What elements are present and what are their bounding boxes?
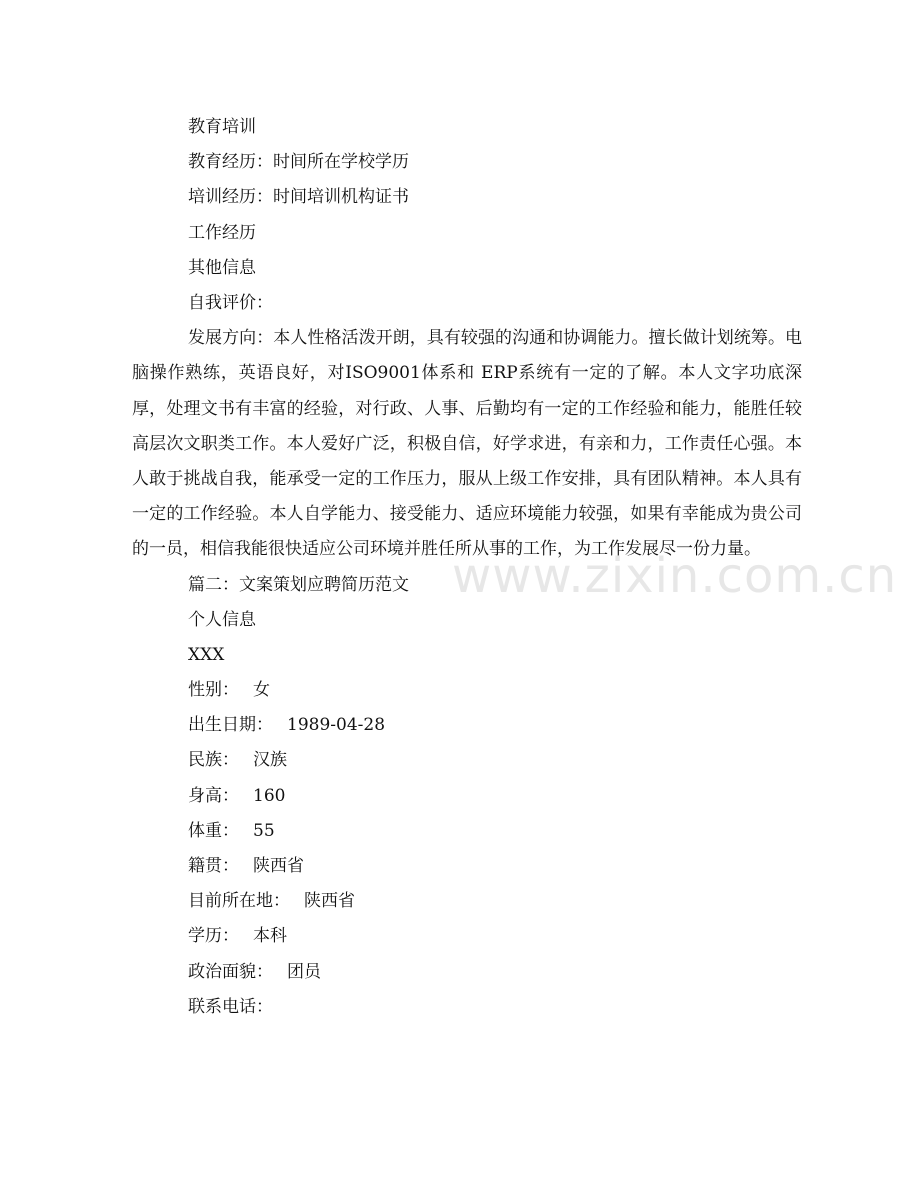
personal-info-row-birthdate (132, 708, 802, 743)
field-value: 女 (253, 680, 270, 701)
personal-info-row-hometown (132, 849, 802, 884)
personal-info-row-gender (132, 673, 802, 708)
work-experience-heading: 工作经历 (188, 222, 256, 243)
education-experience-line: 教育经历：时间所在学校学历 (188, 152, 409, 173)
field-label: 联系电话： (188, 996, 273, 1017)
personal-info-row-phone (132, 990, 802, 1025)
field-label: 民族： (188, 750, 239, 771)
field-label: 出生日期： (188, 715, 273, 736)
personal-info-row-ethnicity (132, 743, 802, 778)
field-value: 160 (253, 785, 286, 806)
other-info-heading: 其他信息 (188, 257, 256, 278)
chapter-two-title: 篇二：文案策划应聘简历范文 (188, 574, 409, 595)
field-label: 性别： (188, 680, 239, 701)
personal-info-row-current-location (132, 884, 802, 919)
self-evaluation-label: 自我评价： (188, 292, 273, 313)
field-value: 55 (253, 820, 275, 841)
education-training-heading: 教育培训 (188, 117, 256, 137)
personal-info-row-height (132, 779, 802, 814)
field-value: 汉族 (253, 750, 287, 771)
field-label: 籍贯： (188, 856, 239, 877)
field-label: 身高： (188, 785, 239, 806)
personal-info-row-education (132, 919, 802, 954)
watermark: www.zixin.com.cn (452, 548, 898, 604)
document-body (132, 110, 802, 1025)
personal-info-row-political-status (132, 955, 802, 990)
field-value: 本科 (253, 926, 287, 947)
field-value: 陕西省 (304, 891, 355, 912)
field-label: 目前所在地： (188, 891, 290, 912)
applicant-name: XXX (188, 644, 225, 665)
development-paragraph: 发展方向：本人性格活泼开朗，具有较强的沟通和协调能力。擅长做计划统筹。电脑操作熟练，英语良好，对ISO9001体系和 ERP系统有一定的了解。本人文字功底深厚，处理文书有丰富的经验，对行政、人事、后勤均有一定的工作经验和能力，能胜任较高层次文职类工作。本人爱好广泛，积极自信，好学求进，有亲和力，工作责任心强。本人敢于挑战自我，能承受一定的工作压力，服从上级工作安排，具有团队精神。本人具有一定的工作经验。本人自学能力、接受能力、适应环境能力较强，如果有幸能成为贵公司的一员，相信我能很快适应公司环境并胜任所从事的工作，为工作发展尽一份力量。 (132, 328, 802, 560)
personal-info-row-weight (132, 814, 802, 849)
field-label: 体重： (188, 820, 239, 841)
field-label: 学历： (188, 926, 239, 947)
training-experience-line: 培训经历：时间培训机构证书 (188, 187, 409, 208)
field-label: 政治面貌： (188, 961, 273, 982)
field-value: 陕西省 (253, 856, 304, 877)
field-value: 1989-04-28 (287, 715, 386, 736)
field-value: 团员 (287, 961, 321, 982)
personal-info-heading: 个人信息 (188, 609, 256, 630)
